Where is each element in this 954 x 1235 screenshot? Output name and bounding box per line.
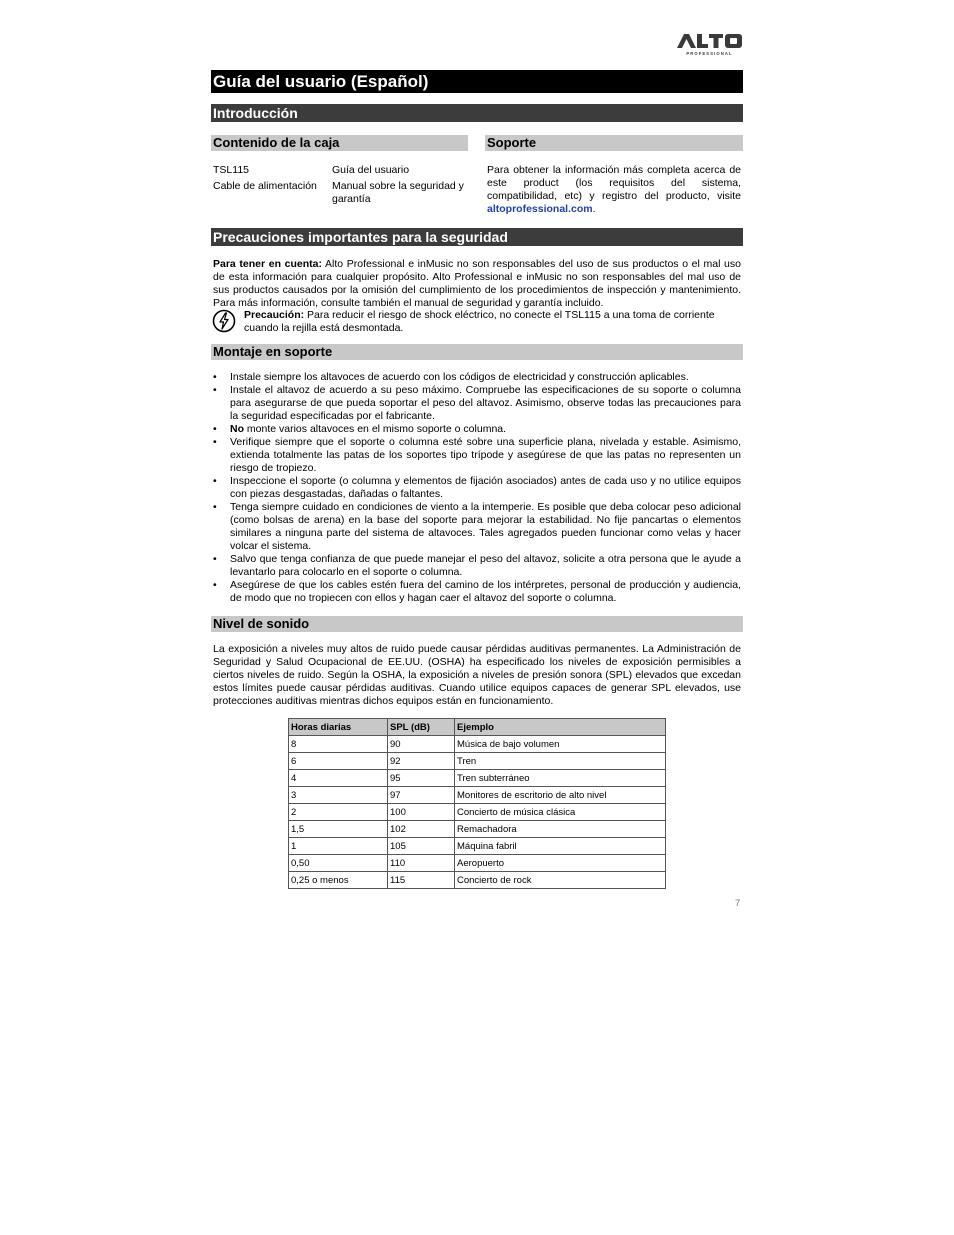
bullet-symbol: • [213,553,217,565]
table-cell: Tren subterráneo [455,770,666,787]
table-cell: Música de bajo volumen [455,736,666,753]
bullet-text: Instale siempre los altavoces de acuerdo con los códigos de electricidad y construcción aplicables. [230,371,689,383]
table-cell: Tren [455,753,666,770]
list-item [211,384,741,423]
column-header: Ejemplo [455,719,666,736]
bullet-symbol: • [213,384,217,396]
caution-label: Precaución: [244,309,305,321]
mount-bullet-list [211,371,741,605]
bullet-symbol: • [213,436,217,448]
support-text [487,164,741,216]
table-cell: Máquina fabril [455,838,666,855]
table-cell: 95 [388,770,455,787]
table-row [289,855,666,872]
table-cell: 102 [388,821,455,838]
table-cell: 6 [289,753,388,770]
support-body: Para obtener la información más completa acerca de este product (los requisitos del sistema, compatibilidad, etc) y registro del producto, visite [487,164,741,202]
box-item: TSL115 [213,164,249,176]
list-item [211,475,741,501]
list-item [211,501,741,553]
section-heading-safety: Precauciones importantes para la seguridad [211,228,743,246]
box-item: Guía del usuario [332,164,410,176]
table-cell: 0,25 o menos [289,872,388,889]
bullet-text: monte varios altavoces en el mismo soporte o columna. [244,423,507,435]
table-row [289,770,666,787]
spl-table [288,718,666,889]
table-cell: 115 [388,872,455,889]
bullet-text: Instale el altavoz de acuerdo a su peso máximo. Compruebe las especificaciones de su soporte o columna para asegurarse de que pueda soportar el peso del altavoz. Asimismo, observe todas las precauciones para la seguridad especificadas por el fabricante. [230,384,741,422]
list-item [211,436,741,475]
list-item [211,423,741,436]
box-item: Cable de alimentación [213,180,317,192]
list-item [211,371,741,384]
bullet-text: Salvo que tenga confianza de que puede manejar el peso del altavoz, solicite a otra persona que le ayude a levantarlo para colocarlo en el soporte o columna. [230,553,741,578]
bullet-symbol: • [213,501,217,513]
table-row [289,787,666,804]
caution-body: Para reducir el riesgo de shock eléctrico, no conecte el TSL115 a una toma de corriente cuando la rejilla está desmontada. [244,309,715,334]
logo-subtext: PROFESSIONAL [686,51,733,56]
table-cell: 97 [388,787,455,804]
table-cell: 105 [388,838,455,855]
bullet-text: Tenga siempre cuidado en condiciones de viento a la intemperie. Es posible que deba colocar peso adicional (como bolsas de arena) en la base del soporte para mejorar la estabilidad. No fije pancartas o elementos similares a ninguna parte del sistema de altavoces. Tales agregados pueden funcionar como velas y hacer volcar el sistema. [230,501,741,552]
page-title: Guía del usuario (Español) [211,70,743,93]
subheading-support: Soporte [485,135,743,151]
table-cell: 90 [388,736,455,753]
bullet-text: Asegúrese de que los cables estén fuera del camino de los intérpretes, personal de producción y audiencia, de modo que no tropiecen con ellos y hagan caer el altavoz del soporte o columna. [230,579,741,604]
bullet-bold: No [230,423,244,435]
table-cell: 1 [289,838,388,855]
table-cell: Aeropuerto [455,855,666,872]
table-row [289,804,666,821]
caution-text [244,309,741,335]
list-item [211,579,741,605]
bullet-text: Inspeccione el soporte (o columna y elementos de fijación asociados) antes de cada uso y no utilice equipos con piezas desgastadas, dañadas o faltantes. [230,475,741,500]
table-cell: 1,5 [289,821,388,838]
table-row [289,736,666,753]
alto-logo [676,32,743,57]
table-cell: Remachadora [455,821,666,838]
table-cell: Monitores de escritorio de alto nivel [455,787,666,804]
box-item: Manual sobre la seguridad y garantía [332,180,464,205]
table-cell: 92 [388,753,455,770]
table-cell: 100 [388,804,455,821]
table-row [289,753,666,770]
sound-text: La exposición a niveles muy altos de ruido puede causar pérdidas auditivas permanentes. La Administración de Seguridad y Salud Ocupacional de EE.UU. (OSHA) ha especificado los niveles de exposición permisibles a ciertos niveles de ruido. Según la OSHA, la exposición a niveles de presión sonora (SPL) elevados que excedan estos límites puede causar pérdidas auditivas. Cuando utilice equipos capaces de generar SPL elevados, use protecciones auditivas mientras dichos equipos están en funcionamiento. [213,643,741,707]
bullet-text: Verifique siempre que el soporte o columna esté sobre una superficie plana, nivelada y estable. Asimismo, extienda totalmente las patas de los soportes tipo trípode y asegúrese de que las patas no representen un riesgo de tropiezo. [230,436,741,474]
electric-shock-warning-icon [212,309,236,333]
table-cell: Concierto de rock [455,872,666,889]
table-cell: 0,50 [289,855,388,872]
note-text: Alto Professional e inMusic no son responsables del uso de sus productos o el mal uso de esta información para cualquier propósito. Alto Professional e inMusic no son responsables del mal uso de sus productos causados por la omisión del cumplimiento de los procedimientos de inspección y mantenimiento. Para más información, consulte también el manual de seguridad y garantía incluido. [213,258,741,309]
subheading-mount: Montaje en soporte [211,344,743,360]
table-cell: 3 [289,787,388,804]
subheading-box-contents: Contenido de la caja [211,135,468,151]
support-link[interactable]: altoprofessional.com [487,203,593,215]
table-cell: Concierto de música clásica [455,804,666,821]
table-cell: 110 [388,855,455,872]
bullet-symbol: • [213,371,217,383]
support-end: . [592,203,596,215]
column-header: SPL (dB) [388,719,455,736]
page-number: 7 [735,898,741,909]
table-row [289,872,666,889]
table-row [289,838,666,855]
subheading-sound: Nivel de sonido [211,616,743,632]
table-cell: 2 [289,804,388,821]
safety-note [213,258,741,310]
bullet-symbol: • [213,423,217,435]
list-item [211,553,741,579]
column-header: Horas diarias [289,719,388,736]
table-header-row [289,719,666,736]
table-row [289,821,666,838]
section-heading-intro: Introducción [211,104,743,122]
bullet-symbol: • [213,579,217,591]
table-cell: 4 [289,770,388,787]
table-cell: 8 [289,736,388,753]
bullet-symbol: • [213,475,217,487]
note-label: Para tener en cuenta: [213,258,322,270]
